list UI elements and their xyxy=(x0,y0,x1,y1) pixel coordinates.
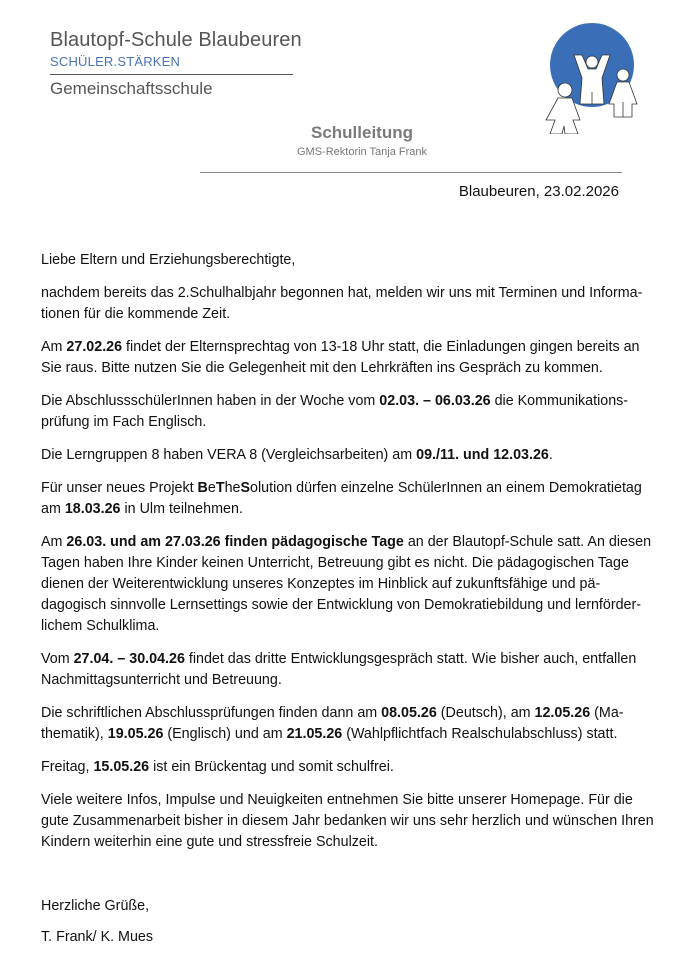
paragraph-text: Vom xyxy=(41,651,74,667)
paragraph-text: nachdem bereits das 2.Schulhalbjahr begonnen hat, melden wir uns mit Terminen und Informa-tionen für die kommende Zeit. xyxy=(41,285,643,322)
letter-paragraph xyxy=(41,445,661,466)
highlighted-text: 18.03.26 xyxy=(64,501,121,517)
letter-paragraph xyxy=(41,649,661,691)
letter-paragraph xyxy=(41,703,661,745)
letter-body xyxy=(41,250,661,865)
office-title: Schulleitung xyxy=(311,123,413,142)
letter-paragraph xyxy=(41,391,661,433)
highlighted-text: 27.04. – 30.04.26 xyxy=(73,651,185,667)
letter-paragraph xyxy=(41,757,661,778)
paragraph-text: Die AbschlussschülerInnen haben in der Woche vom xyxy=(41,393,380,409)
paragraph-text: Am xyxy=(41,339,67,355)
salutation: Liebe Eltern und Erziehungsberechtigte, xyxy=(41,252,296,268)
paragraph-text: Für unser neues Projekt xyxy=(41,480,198,496)
paragraph-text: olution dürfen einzelne SchülerInnen an einem Demokratietag am xyxy=(41,480,642,517)
paragraph-text: an der Blautopf-Schule satt. An diesen Tagen haben Ihre Kinder keinen Unterricht, Betreuung gibt es nicht. Die pädagogischen Tage dienen der Weiterentwicklung unseres Konzeptes im Hinblick auf zukunftsfähige und pä-dagogisch sinnvolle Lernsettings sowie der Entwicklung von Demokratiebildung und lernförder-lichem Schulklima. xyxy=(41,534,652,634)
highlighted-text: 26.03. und am 27.03.26 finden pädagogische Tage xyxy=(66,534,404,550)
paragraph-text: (Englisch) und am xyxy=(163,726,287,742)
letter-paragraph xyxy=(41,532,661,637)
highlighted-text: 21.05.26 xyxy=(286,726,343,742)
closing: Herzliche Grüße, xyxy=(41,898,150,914)
highlighted-text: 09./11. und 12.03.26 xyxy=(416,447,549,463)
paragraph-text: Die schriftlichen Abschlussprüfungen finden dann am xyxy=(41,705,382,721)
letter-paragraphs xyxy=(41,283,661,853)
paragraph-text: Am xyxy=(41,534,67,550)
paragraph-text: Viele weitere Infos, Impulse und Neuigkeiten entnehmen Sie bitte unserer Homepage. Für die gute Zusammenarbeit bisher in diesem Jahr bedanken wir uns sehr herzlich und wünschen Ihren Kindern weiterhin eine gute und stressfreie Schulzeit. xyxy=(41,792,654,850)
school-logo-children-circle-icon xyxy=(540,22,640,134)
paragraph-text: die Kommunikations-prüfung im Fach Englisch. xyxy=(41,393,629,430)
letter-paragraph xyxy=(41,337,661,379)
paragraph-text: e xyxy=(207,480,216,496)
school-name: Blautopf-Schule Blaubeuren xyxy=(50,29,302,51)
signature: T. Frank/ K. Mues xyxy=(41,929,154,945)
highlighted-text: 19.05.26 xyxy=(107,726,164,742)
highlighted-text: 27.02.26 xyxy=(66,339,123,355)
paragraph-text: (Ma-thematik), xyxy=(41,705,624,742)
letter-paragraph xyxy=(41,283,661,325)
highlighted-text: 02.03. – 06.03.26 xyxy=(379,393,491,409)
paragraph-text: in Ulm teilnehmen. xyxy=(120,501,243,517)
letterhead-divider xyxy=(50,74,293,75)
paragraph-text: Die Lerngruppen 8 haben VERA 8 (Vergleichsarbeiten) am xyxy=(41,447,417,463)
letter-paragraph xyxy=(41,478,661,520)
highlighted-text: 08.05.26 xyxy=(381,705,437,721)
highlighted-text: S xyxy=(240,480,251,496)
paragraph-text: findet das dritte Entwicklungsgespräch statt. Wie bisher auch, entfallen Nachmittagsunterricht und Betreuung. xyxy=(41,651,637,688)
paragraph-text: Freitag, xyxy=(41,759,94,775)
paragraph-text: findet der Elternsprechtag von 13-18 Uhr statt, die Einladungen gingen bereits an Sie raus. Bitte nutzen Sie die Gelegenheit mit den Lehrkräften ins Gespräch zu kommen. xyxy=(41,339,640,376)
letter-paragraph xyxy=(41,790,661,853)
school-slogan: SCHÜLER.STÄRKEN xyxy=(50,54,181,69)
paragraph-text: he xyxy=(224,480,241,496)
paragraph-text: ist ein Brückentag und somit schulfrei. xyxy=(149,759,394,775)
paragraph-text: . xyxy=(548,447,553,463)
highlighted-text: 15.05.26 xyxy=(93,759,150,775)
highlighted-text: 12.05.26 xyxy=(534,705,591,721)
paragraph-text: (Deutsch), am xyxy=(436,705,535,721)
school-type: Gemeinschaftsschule xyxy=(50,79,213,98)
header-divider xyxy=(200,172,622,173)
date-line: Blaubeuren, 23.02.2026 xyxy=(458,183,619,200)
highlighted-text: B xyxy=(197,480,208,496)
highlighted-text: T xyxy=(215,480,225,496)
office-subtitle: GMS-Rektorin Tanja Frank xyxy=(296,146,427,158)
paragraph-text: (Wahlpflichtfach Realschulabschluss) statt. xyxy=(342,726,618,742)
